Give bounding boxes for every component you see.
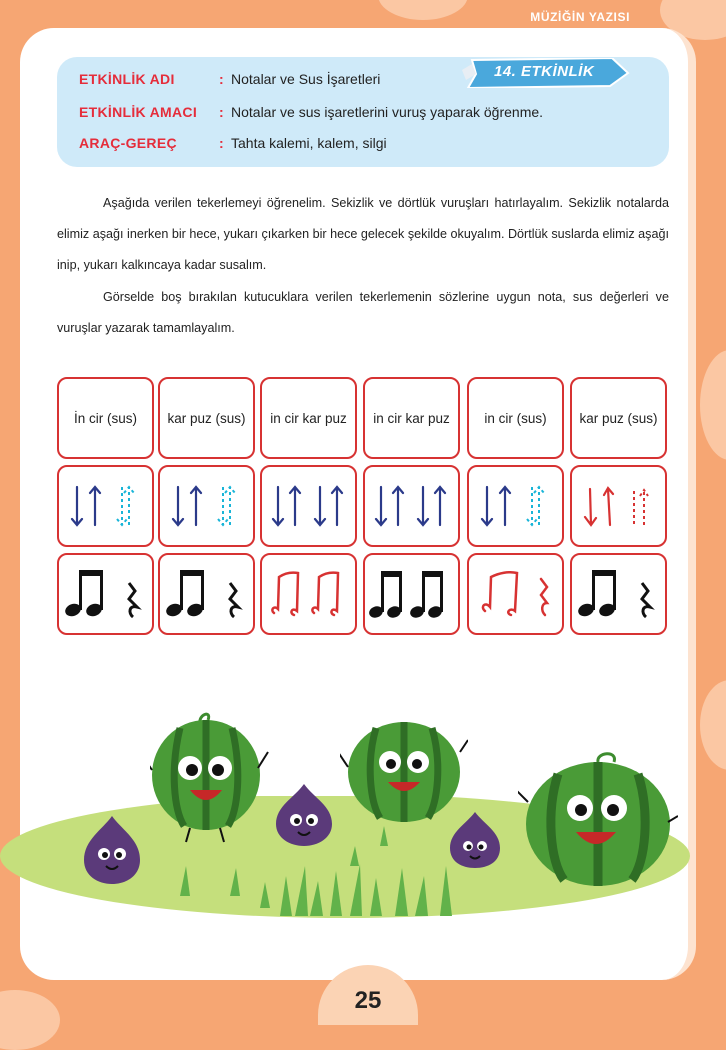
lyric-cell: İn cir (sus) (57, 377, 154, 459)
beat-cell (570, 465, 667, 547)
beat-cell (158, 465, 255, 547)
note-cell (467, 553, 564, 635)
fig-character-icon (440, 808, 510, 872)
eighth-notes-rest-icon (572, 555, 665, 633)
fig-character-icon (72, 810, 152, 890)
activity-tag: 14. ETKİNLİK (494, 63, 595, 80)
instruction-paragraph-1: Aşağıda verilen tekerlemeyi öğrenelim. Sekizlik ve dörtlük vuruşları hatırlayalım. Sekizlik notalarda elimiz aşağı inerken bir hece, yukarı çıkarken bir hece gelecek şekilde okuyalım. Dörtlük suslarda elimiz aşağı inip, yukarı kalkıncaya kadar susalım. (57, 196, 669, 272)
eighth-notes-rest-handwritten-icon (469, 555, 562, 633)
activity-materials-row (79, 133, 387, 153)
note-cell (57, 553, 154, 635)
lyric-cell: in cir (sus) (467, 377, 564, 459)
watermelon-character-icon (518, 752, 678, 892)
info-separator: : (219, 71, 224, 87)
decor-blob (0, 990, 60, 1050)
beat-arrows-icon (59, 467, 152, 545)
info-label: ETKİNLİK ADI (79, 71, 175, 87)
beat-cell (363, 465, 460, 547)
note-cell (260, 553, 357, 635)
beat-arrows-handwritten-icon (572, 467, 665, 545)
info-value: Notalar ve sus işaretlerini vuruş yaparak öğrenme. (231, 104, 544, 120)
info-label: ETKİNLİK AMACI (79, 104, 198, 120)
note-cell (363, 553, 460, 635)
info-label: ARAÇ-GEREÇ (79, 135, 177, 151)
beat-arrows-icon (262, 467, 355, 545)
beat-arrows-icon (365, 467, 458, 545)
beat-cell (260, 465, 357, 547)
fig-character-icon (266, 780, 342, 850)
eighth-notes-rest-icon (59, 555, 152, 633)
beat-cell (57, 465, 154, 547)
decor-blob (700, 680, 726, 770)
eighth-notes-handwritten-icon (262, 555, 355, 633)
beat-arrows-icon (469, 467, 562, 545)
decor-blob (700, 350, 726, 460)
lyric-cell: kar puz (sus) (158, 377, 255, 459)
eighth-notes-rest-icon (160, 555, 253, 633)
watermelon-character-icon (150, 710, 270, 845)
note-cell (570, 553, 667, 635)
lyric-cell: in cir kar puz (363, 377, 460, 459)
instruction-paragraph-2: Görselde boş bırakılan kutucuklara verilen tekerlemenin sözlerine uygun nota, sus değerleri ve vuruşlar yazarak tamamlayalım. (57, 290, 669, 335)
note-cell (158, 553, 255, 635)
page-number: 25 (318, 965, 418, 1025)
activity-name-row (79, 69, 380, 89)
beat-arrows-icon (160, 467, 253, 545)
info-value: Notalar ve Sus İşaretleri (231, 71, 381, 87)
section-title: MÜZİĞİN YAZISI (530, 10, 630, 24)
info-separator: : (219, 104, 224, 120)
info-value: Tahta kalemi, kalem, silgi (231, 135, 387, 151)
lyric-cell: kar puz (sus) (570, 377, 667, 459)
activity-goal-row (79, 102, 543, 122)
info-separator: : (219, 135, 224, 151)
beat-cell (467, 465, 564, 547)
lyric-cell: in cir kar puz (260, 377, 357, 459)
four-eighth-notes-icon (365, 555, 458, 633)
